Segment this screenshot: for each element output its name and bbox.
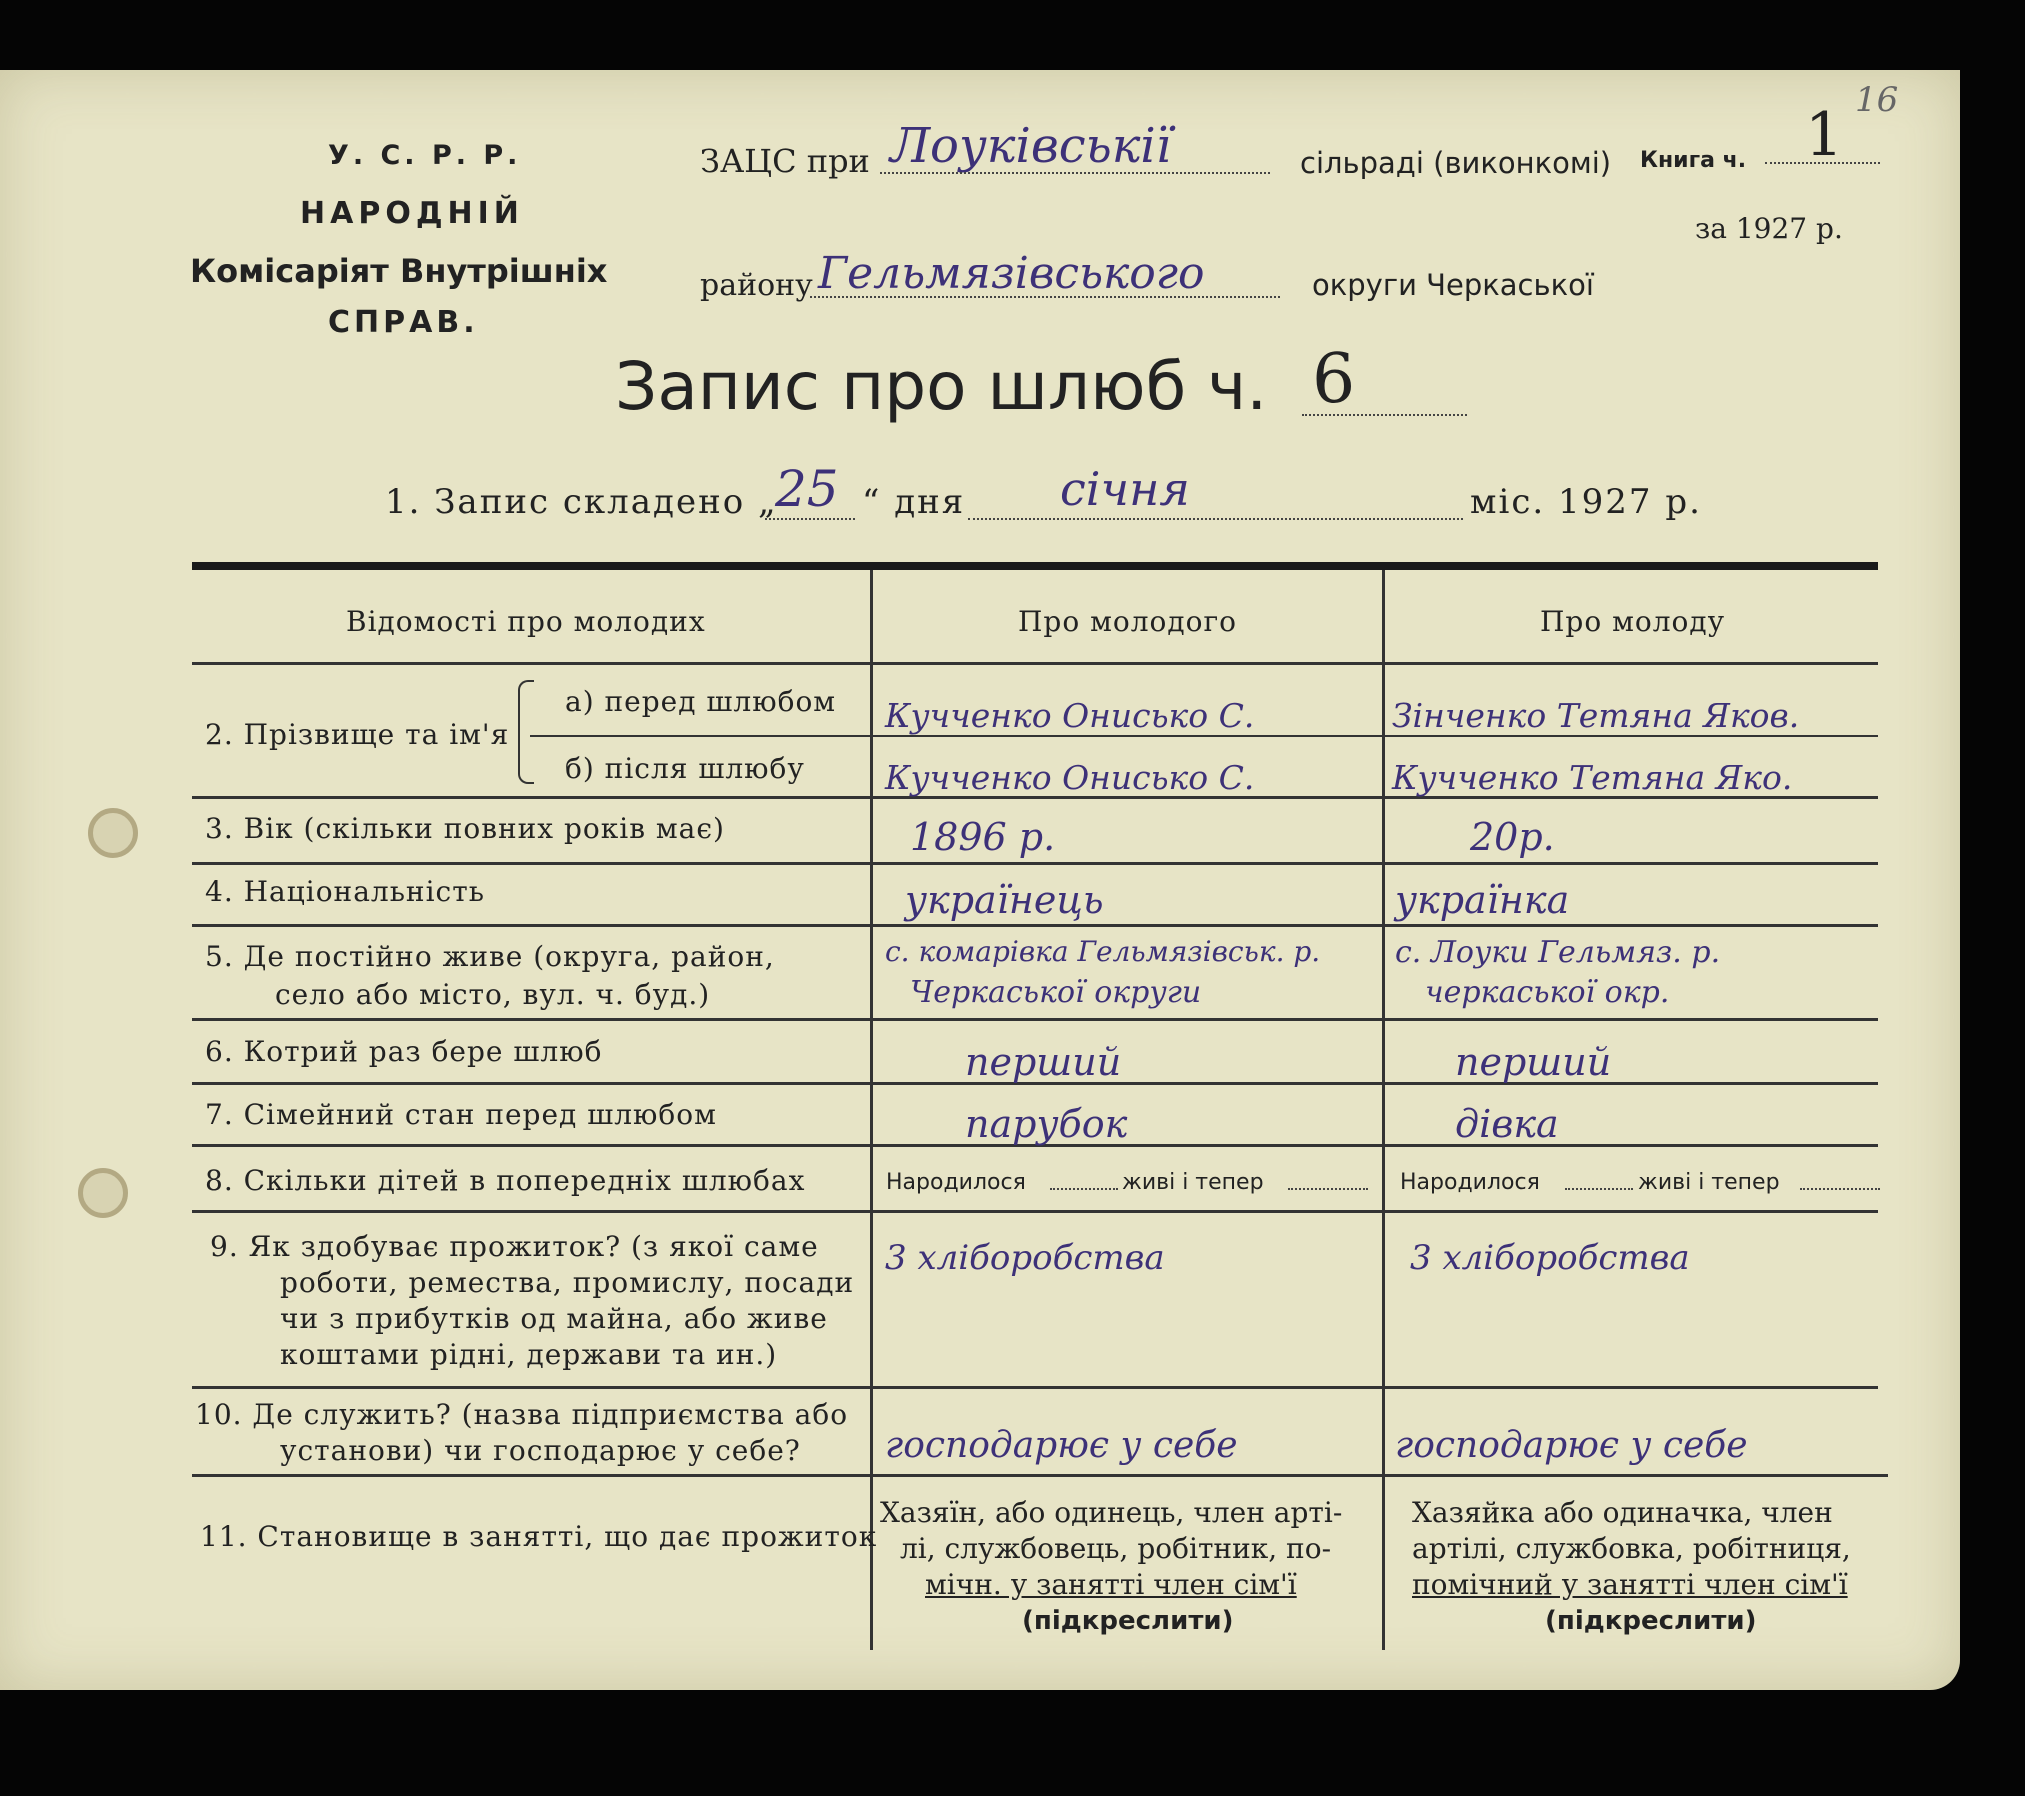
bride-occupation-3: помічний у занятті член сім'ї [1412, 1568, 1848, 1601]
row3-label: 3. Вік (скільки повних років має) [205, 812, 725, 845]
row-line-5 [192, 1018, 1878, 1021]
row2b-label: б) після шлюбу [565, 752, 805, 785]
row5-label-2: село або місто, вул. ч. буд.) [275, 978, 711, 1011]
groom-workplace: господарює у себе [885, 1425, 1238, 1466]
bride-nationality: українка [1395, 878, 1570, 922]
row10-label-2: установи) чи господарює у себе? [280, 1434, 801, 1467]
bride-underline-note: (підкреслити) [1545, 1606, 1757, 1636]
page-corner-number: 16 [1855, 80, 1899, 120]
row9-label-4: коштами рідні, держави та ин.) [280, 1338, 778, 1371]
zags-suffix: сільраді (виконкомі) [1300, 146, 1612, 180]
groom-marriage-count: перший [965, 1040, 1122, 1084]
bride-residence-1: с. Лоуки Гельмяз. р. [1395, 935, 1721, 970]
row2a-label: а) перед шлюбом [565, 685, 837, 718]
col1-header: Відомості про молодих [346, 605, 706, 638]
col2-header: Про молодого [1018, 605, 1238, 638]
record-prefix: 1. Запис складено „ [385, 482, 778, 522]
row4-label: 4. Національність [205, 875, 485, 908]
groom-children-born: Народилося [886, 1170, 1026, 1195]
row9-label-1: 9. Як здобуває прожиток? (з якої саме [210, 1230, 819, 1263]
bride-born-dotline [1565, 1188, 1633, 1190]
groom-children-alive: живі і тепер [1122, 1170, 1264, 1195]
bride-children-alive: живі і тепер [1638, 1170, 1780, 1195]
col3-header: Про молоду [1540, 605, 1726, 638]
row11-label: 11. Становище в занятті, що дає прожиток [200, 1520, 878, 1553]
bride-marital-status: дівка [1455, 1102, 1559, 1146]
groom-livelihood: 3 хліборобства [885, 1238, 1165, 1278]
binding-hole-bottom [78, 1168, 128, 1218]
bride-livelihood: 3 хліборобства [1410, 1238, 1690, 1278]
groom-residence-1: с. комарівка Гельмязівськ. р. [885, 935, 1321, 968]
col-line-1 [870, 570, 873, 1650]
bride-occupation-1: Хазяйка або одиначка, член [1412, 1496, 1833, 1529]
record-month: січня [1060, 462, 1190, 516]
bride-workplace: господарює у себе [1395, 1425, 1748, 1466]
row2-label: 2. Прізвище та ім'я [205, 718, 510, 751]
groom-occupation-1: Хазяїн, або одинець, член арті- [880, 1496, 1343, 1529]
district-dotline [810, 296, 1280, 298]
row8-label: 8. Скільки дітей в попередніх шлюбах [205, 1164, 806, 1197]
zags-dotline [880, 172, 1270, 174]
ministry-ussr: У. С. Р. Р. [328, 140, 522, 171]
okrug-label: округи Черкаської [1312, 268, 1594, 302]
record-middle: “ дня [862, 482, 966, 522]
bride-occupation-2: артілі, службовка, робітниця, [1412, 1532, 1851, 1565]
bride-children-born: Народилося [1400, 1170, 1540, 1195]
groom-surname-before: Кучченко Онисько С. [885, 696, 1255, 735]
record-day: 25 [775, 460, 839, 518]
groom-occupation-3: мічн. у занятті член сім'ї [925, 1568, 1297, 1601]
groom-residence-2: Черкаської округи [910, 975, 1202, 1010]
row5-label-1: 5. Де постійно живе (округа, район, [205, 940, 775, 973]
row-line-3 [192, 862, 1878, 865]
groom-nationality: українець [905, 878, 1104, 922]
bride-surname-after: Кучченко Тетяна Яко. [1392, 758, 1793, 797]
groom-born-dotline [1050, 1188, 1118, 1190]
row-line-9 [192, 1386, 1878, 1389]
district-value: Гельмязівського [818, 248, 1205, 299]
bride-surname-before: Зінченко Тетяна Яков. [1392, 696, 1800, 735]
col-line-2 [1382, 570, 1385, 1650]
bride-alive-dotline [1800, 1188, 1880, 1190]
title-dotline [1302, 414, 1467, 416]
row6-label: 6. Котрий раз бере шлюб [205, 1035, 603, 1068]
row-line-8 [192, 1210, 1878, 1213]
row10-label-1: 10. Де служить? (назва підприємства або [195, 1398, 849, 1431]
groom-underline-note: (підкреслити) [1022, 1606, 1234, 1636]
groom-surname-after: Кучченко Онисько С. [885, 758, 1255, 797]
row7-label: 7. Сімейний стан перед шлюбом [205, 1098, 717, 1131]
table-top-thick [192, 562, 1878, 570]
bride-residence-2: черкаської окр. [1425, 975, 1670, 1010]
district-prefix: району [700, 268, 813, 303]
row-line-4 [192, 924, 1878, 927]
row9-label-3: чи з прибутків од майна, або живе [280, 1302, 828, 1335]
ministry-line3: СПРАВ. [328, 305, 479, 340]
record-suffix: міс. 1927 р. [1470, 482, 1702, 522]
bride-age: 20р. [1470, 815, 1555, 859]
groom-marital-status: парубок [965, 1102, 1128, 1146]
month-dotline [968, 518, 1463, 520]
record-number: 6 [1312, 340, 1356, 419]
book-value: 1 [1805, 100, 1844, 170]
row-line-header [192, 662, 1878, 665]
ministry-line1: НАРОДНІЙ [300, 196, 524, 231]
row9-label-2: роботи, ремества, промислу, посади [280, 1266, 855, 1299]
day-dotline [765, 518, 855, 520]
binding-hole-top [88, 808, 138, 858]
groom-alive-dotline [1288, 1188, 1368, 1190]
zags-prefix: ЗАЦС при [700, 142, 870, 180]
book-label: Книга ч. [1640, 148, 1747, 173]
record-title: Запис про шлюб ч. [615, 348, 1268, 425]
row-line-2a [530, 735, 1878, 737]
bride-marriage-count: перший [1455, 1040, 1612, 1084]
groom-age: 1896 р. [910, 815, 1056, 859]
row-line-10 [192, 1474, 1888, 1477]
year-label: за 1927 р. [1695, 212, 1843, 245]
zags-value: Лоуківськії [890, 118, 1172, 174]
bracket-2 [518, 680, 534, 784]
ministry-line2: Комісаріят Внутрішніх [190, 252, 608, 290]
groom-occupation-2: лі, службовець, робітник, по- [900, 1532, 1332, 1565]
